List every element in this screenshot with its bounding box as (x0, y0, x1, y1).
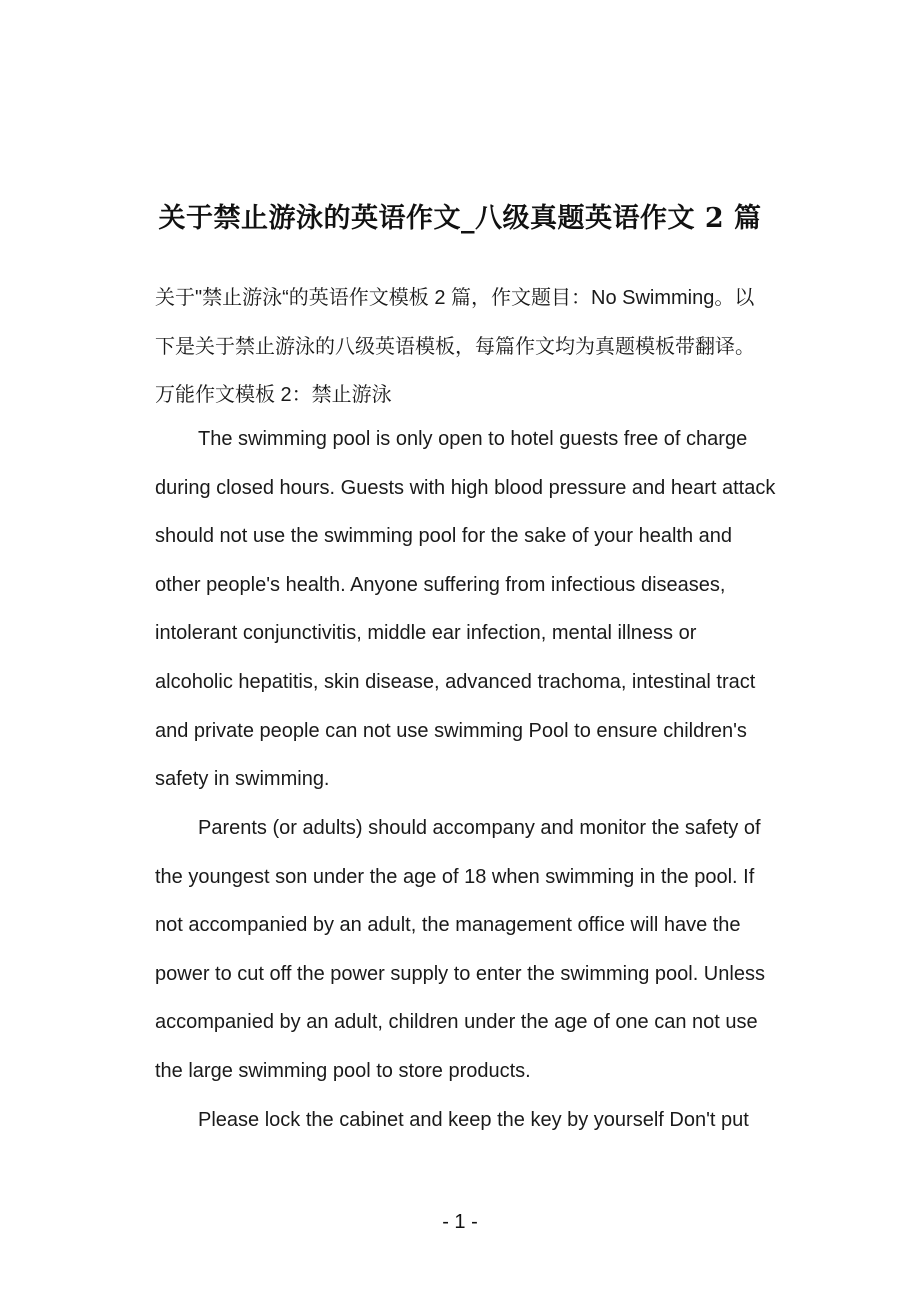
intro-line: 关于"禁止游泳“的英语作文模板 2 篇，作文题目：No Swimming。以 (155, 287, 755, 309)
paragraph-line: intolerant conjunctivitis, middle ear infection, mental illness or (155, 622, 697, 644)
paragraph-line: Parents (or adults) should accompany and monitor the safety of (198, 817, 761, 839)
paragraph-line: and private people can not use swimming Pool to ensure children's (155, 720, 747, 742)
paragraph-line: during closed hours. Guests with high blood pressure and heart attack (155, 477, 776, 499)
paragraph-line: the youngest son under the age of 18 when swimming in the pool. If (155, 866, 755, 888)
paragraph-line: alcoholic hepatitis, skin disease, advanced trachoma, intestinal tract (155, 671, 756, 693)
paragraph-line: safety in swimming. (155, 768, 330, 790)
paragraph-line: Please lock the cabinet and keep the key by yourself Don't put (198, 1109, 749, 1131)
paragraph-line: power to cut off the power supply to enter the swimming pool. Unless (155, 963, 765, 985)
page-number: - 1 - (442, 1211, 478, 1233)
paragraph-line: accompanied by an adult, children under the age of one can not use (155, 1011, 758, 1033)
intro-line: 万能作文模板 2：禁止游泳 (155, 384, 392, 406)
paragraph-line: The swimming pool is only open to hotel guests free of charge (198, 428, 748, 450)
paragraph-line: should not use the swimming pool for the sake of your health and (155, 525, 733, 547)
paragraph-line: the large swimming pool to store products. (155, 1060, 531, 1082)
paragraph-line: other people's health. Anyone suffering from infectious diseases, (155, 574, 726, 596)
paragraph-line: not accompanied by an adult, the management office will have the (155, 914, 741, 936)
document-title: 关于禁止游泳的英语作文_八级真题英语作文 2 篇 (158, 203, 762, 234)
intro-line: 下是关于禁止游泳的八级英语模板，每篇作文均为真题模板带翻译。 (155, 336, 755, 358)
